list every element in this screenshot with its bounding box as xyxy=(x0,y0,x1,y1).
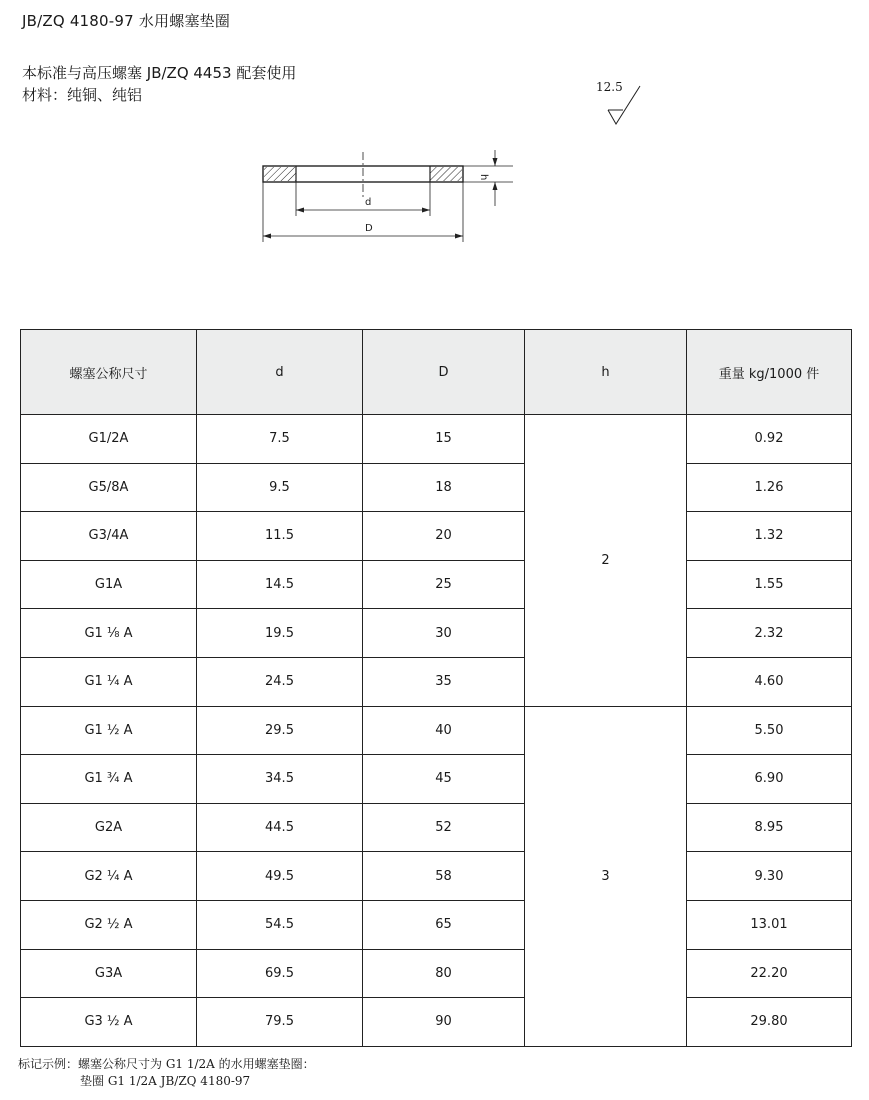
cell-weight: 1.55 xyxy=(687,560,852,609)
cell-d: 11.5 xyxy=(197,512,363,561)
table-row xyxy=(21,803,852,852)
surface-roughness-symbol xyxy=(596,80,666,130)
intro-line-standard: 本标准与高压螺塞 JB/ZQ 4453 配套使用 xyxy=(22,64,297,82)
header-h: h xyxy=(525,330,687,415)
label-d: d xyxy=(365,197,372,208)
cell-d: 79.5 xyxy=(197,998,363,1047)
table-row xyxy=(21,415,852,464)
header-d: d xyxy=(197,330,363,415)
cell-d: 29.5 xyxy=(197,706,363,755)
intro-text xyxy=(22,62,296,106)
table-header-row xyxy=(21,330,852,415)
cell-size: G3 ½ A xyxy=(21,998,197,1047)
cell-weight: 0.92 xyxy=(687,415,852,464)
cell-size: G3/4A xyxy=(21,512,197,561)
cell-size: G2 ½ A xyxy=(21,900,197,949)
cell-d: 34.5 xyxy=(197,755,363,804)
cell-d: 54.5 xyxy=(197,900,363,949)
cell-size: G2A xyxy=(21,803,197,852)
cell-d: 14.5 xyxy=(197,560,363,609)
cell-D: 65 xyxy=(363,900,525,949)
cell-d: 24.5 xyxy=(197,657,363,706)
table-row xyxy=(21,900,852,949)
cell-size: G1/2A xyxy=(21,415,197,464)
table-row xyxy=(21,512,852,561)
cell-weight: 2.32 xyxy=(687,609,852,658)
roughness-check-icon xyxy=(596,80,666,130)
cell-D: 58 xyxy=(363,852,525,901)
cell-size: G3A xyxy=(21,949,197,998)
cell-D: 25 xyxy=(363,560,525,609)
cell-D: 52 xyxy=(363,803,525,852)
cell-weight: 9.30 xyxy=(687,852,852,901)
table-row xyxy=(21,706,852,755)
cell-D: 18 xyxy=(363,463,525,512)
table-body xyxy=(21,415,852,1047)
cell-weight: 29.80 xyxy=(687,998,852,1047)
cell-d: 9.5 xyxy=(197,463,363,512)
cell-d: 44.5 xyxy=(197,803,363,852)
cell-size: G5/8A xyxy=(21,463,197,512)
cell-h: 3 xyxy=(525,706,687,1046)
cell-size: G2 ¼ A xyxy=(21,852,197,901)
cell-h: 2 xyxy=(525,415,687,707)
intro-line-material: 材料：纯铜、纯铝 xyxy=(22,86,143,104)
cell-D: 90 xyxy=(363,998,525,1047)
cell-size: G1 ¾ A xyxy=(21,755,197,804)
cell-D: 20 xyxy=(363,512,525,561)
table-row xyxy=(21,852,852,901)
cell-d: 69.5 xyxy=(197,949,363,998)
cell-weight: 1.26 xyxy=(687,463,852,512)
table-row xyxy=(21,463,852,512)
label-D: D xyxy=(365,223,373,234)
cell-weight: 6.90 xyxy=(687,755,852,804)
table-row xyxy=(21,609,852,658)
washer-drawing xyxy=(255,150,535,250)
cell-weight: 1.32 xyxy=(687,512,852,561)
cell-weight: 4.60 xyxy=(687,657,852,706)
table-row xyxy=(21,998,852,1047)
cell-weight: 13.01 xyxy=(687,900,852,949)
cell-D: 35 xyxy=(363,657,525,706)
washer-hatch-right xyxy=(430,167,462,181)
cell-size: G1 ½ A xyxy=(21,706,197,755)
table-row xyxy=(21,657,852,706)
cell-weight: 22.20 xyxy=(687,949,852,998)
cell-size: G1 ⅛ A xyxy=(21,609,197,658)
cell-size: G1A xyxy=(21,560,197,609)
cell-D: 80 xyxy=(363,949,525,998)
marking-example-line2: 垫圈 G1 1/2A JB/ZQ 4180-97 xyxy=(80,1074,251,1088)
label-h: h xyxy=(478,174,489,181)
document-title: JB/ZQ 4180-97 水用螺塞垫圈 xyxy=(22,12,231,30)
cell-d: 7.5 xyxy=(197,415,363,464)
roughness-value: 12.5 xyxy=(596,80,623,94)
table-row xyxy=(21,755,852,804)
cell-d: 49.5 xyxy=(197,852,363,901)
table-row xyxy=(21,949,852,998)
cell-D: 45 xyxy=(363,755,525,804)
table-row xyxy=(21,560,852,609)
washer-hatch-left xyxy=(264,167,296,181)
header-size: 螺塞公称尺寸 xyxy=(21,330,197,415)
cell-weight: 8.95 xyxy=(687,803,852,852)
cell-D: 15 xyxy=(363,415,525,464)
cell-D: 40 xyxy=(363,706,525,755)
marking-example xyxy=(18,1056,315,1090)
cell-d: 19.5 xyxy=(197,609,363,658)
cell-D: 30 xyxy=(363,609,525,658)
cell-weight: 5.50 xyxy=(687,706,852,755)
spec-table xyxy=(20,329,852,1047)
header-D: D xyxy=(363,330,525,415)
cell-size: G1 ¼ A xyxy=(21,657,197,706)
header-weight: 重量 kg/1000 件 xyxy=(687,330,852,415)
marking-example-line1: 标记示例：螺塞公称尺寸为 G1 1/2A 的水用螺塞垫圈： xyxy=(18,1057,315,1071)
